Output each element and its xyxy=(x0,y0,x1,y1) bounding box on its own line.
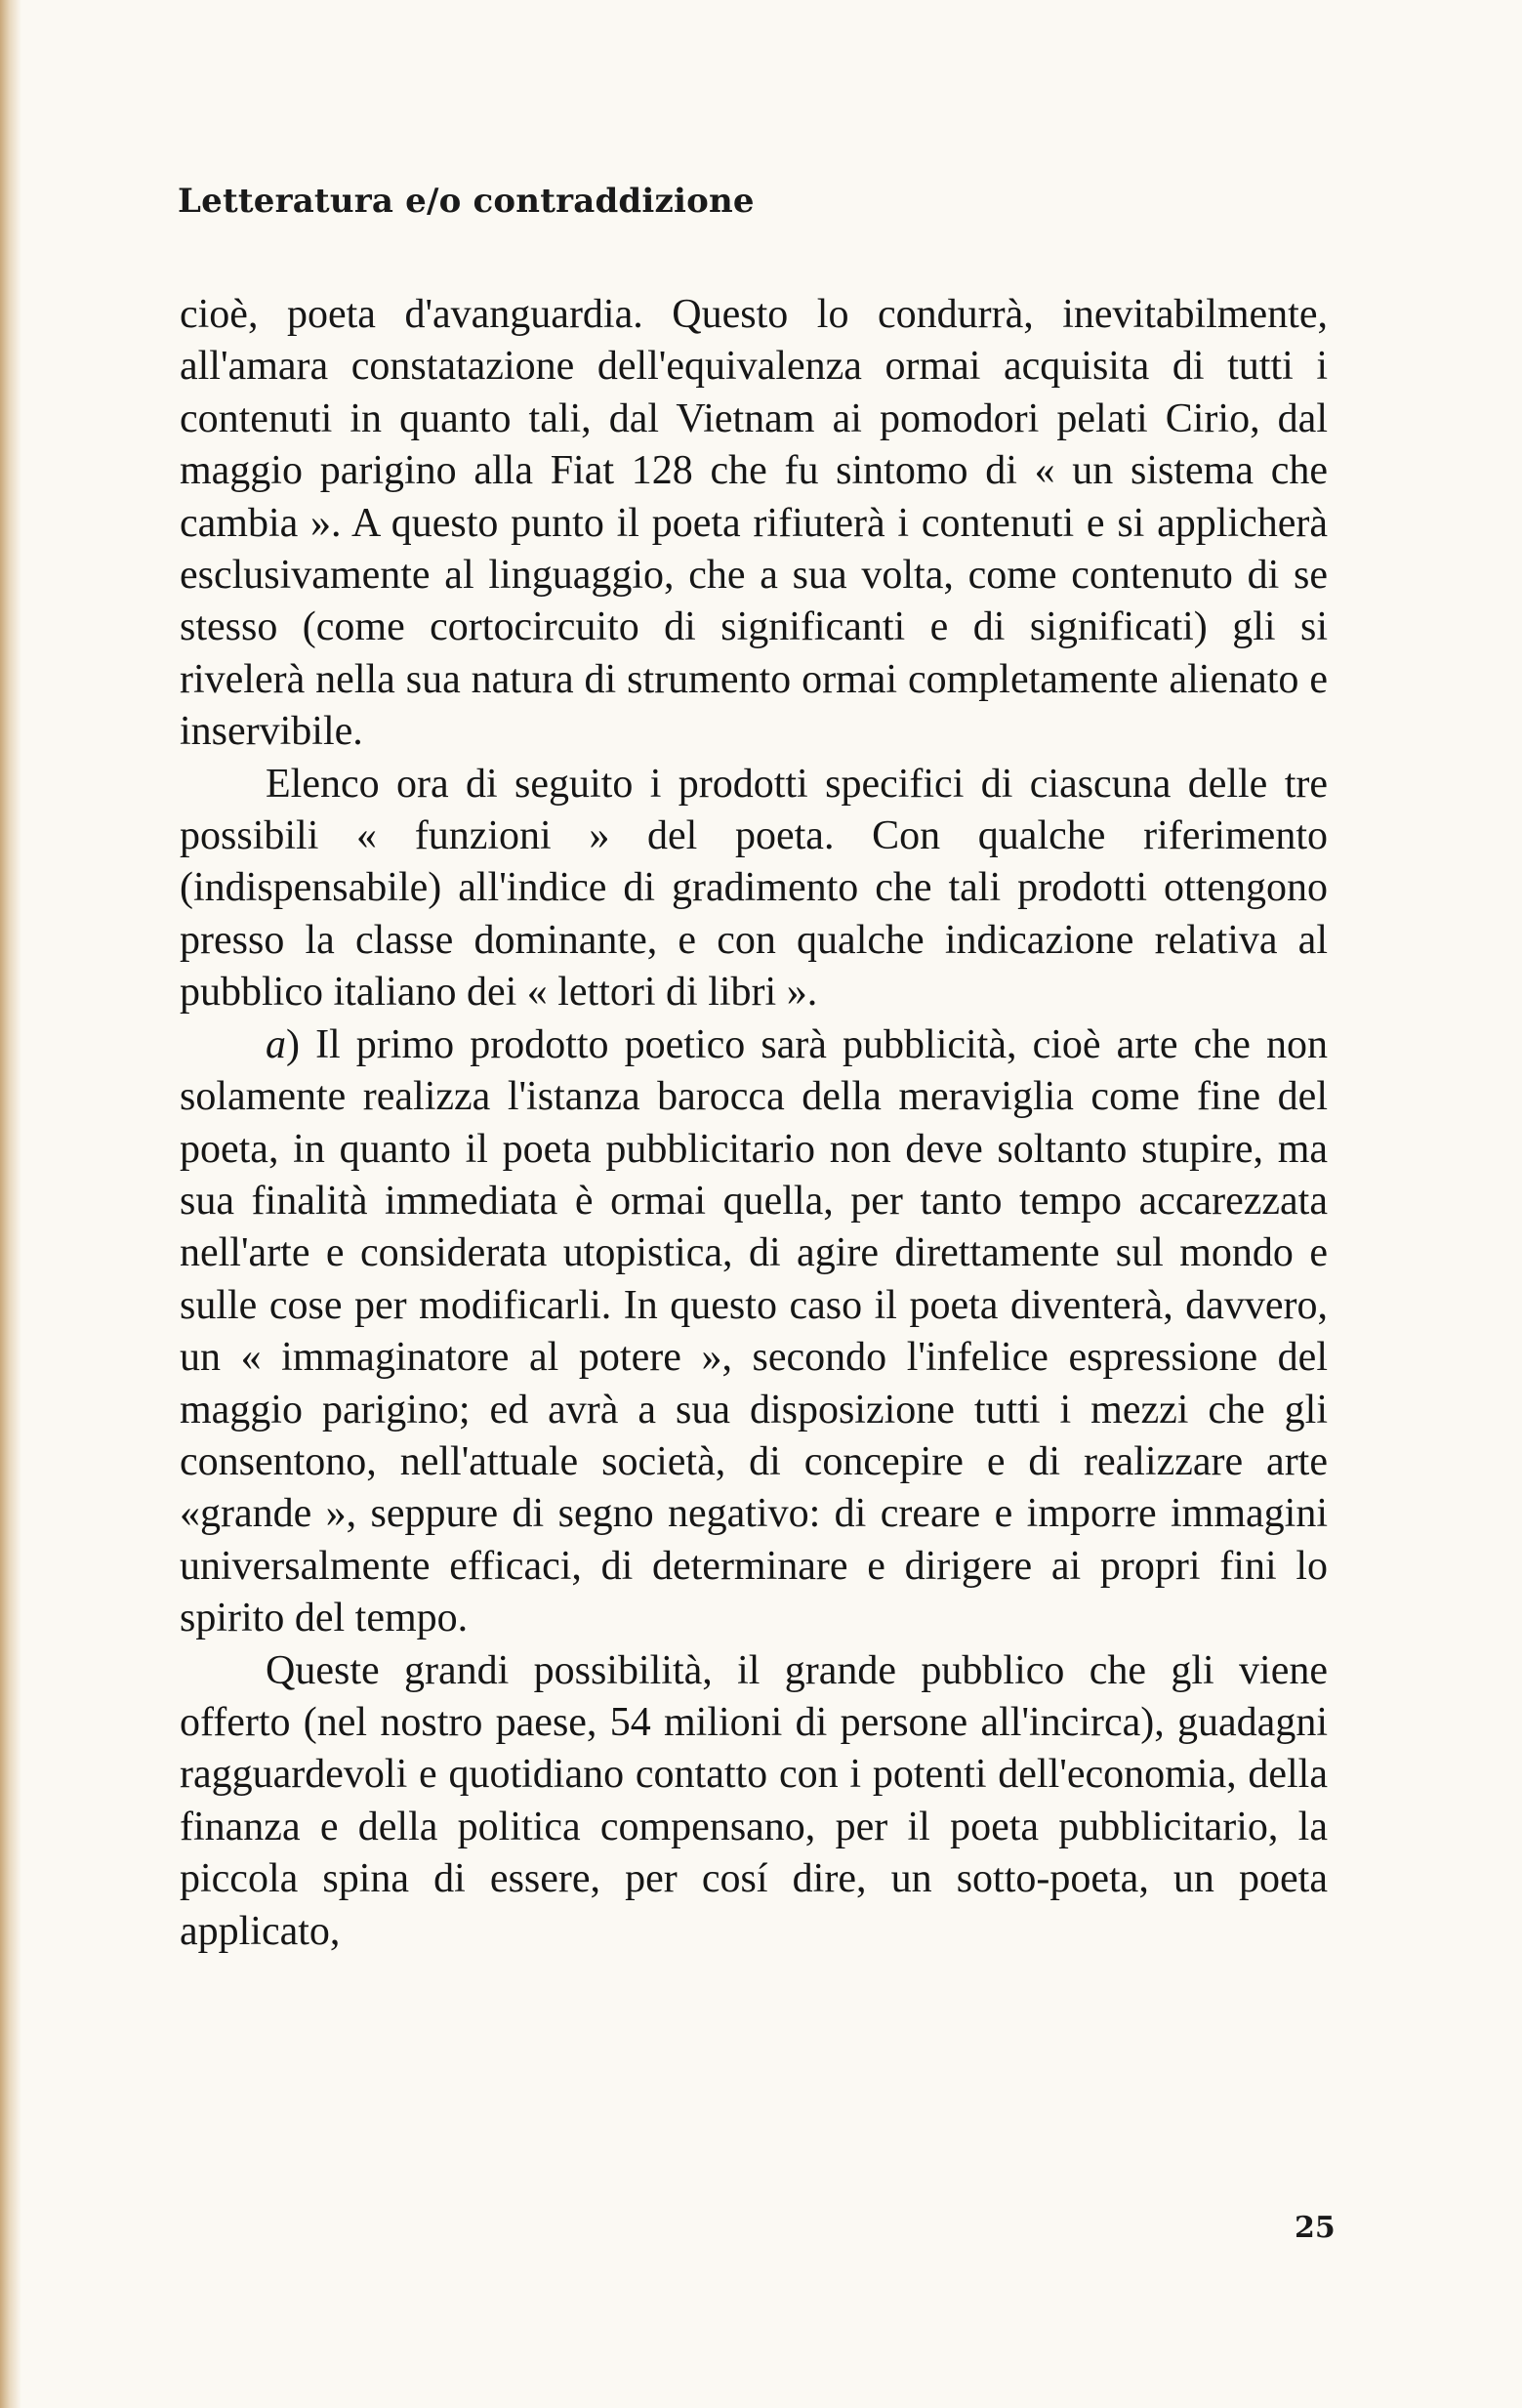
paragraph-3 xyxy=(180,1019,1328,1645)
page-number: 25 xyxy=(1295,2211,1336,2245)
paragraph-2: Elenco ora di seguito i prodotti specifici di ciascuna delle tre possibili « funzioni » del poeta. Con qualche riferimento (indispensabile) all'indice di gradimento che tali prodotti ottengono presso la classe dominante, e con qualche indicazione relativa al pubblico italiano dei « lettori di libri ». xyxy=(180,761,1328,1016)
running-head: Letteratura e/o contraddizione xyxy=(178,182,755,221)
paragraph-1: cioè, poeta d'avanguardia. Questo lo condurrà, inevitabilmente, all'amara constatazione dell'equivalenza ormai acquisita di tutti i contenuti in quanto tali, dal Vietnam ai pomodori pelati Cirio, dal maggio parigino alla Fiat 128 che fu sintomo di « un sistema che cambia ». A questo punto il poeta rifiuterà i contenuti e si applicherà esclusivamente al linguaggio, che a sua volta, come contenuto di se stesso (come cortocircuito di significanti e di significati) gli si rivelerà nella sua natura di strumento ormai completamente alienato e inservibile. xyxy=(180,292,1328,755)
list-item-letter: a xyxy=(266,1021,286,1067)
page-edge-shadow xyxy=(0,0,21,2408)
paragraph-3-text: ) Il primo prodotto poetico sarà pubblicità, cioè arte che non solamente realizza l'istanza barocca della meraviglia come fine del poeta, in quanto il poeta pubblicitario non deve soltanto stupire, ma sua finalità immediata è ormai quella, per tanto tempo accarezzata nell'arte e considerata utopistica, di agire direttamente sul mondo e sulle cose per modificarli. In questo caso il poeta diventerà, davvero, un « immaginatore al potere », secondo l'infelice espressione del maggio parigino; ed avrà a sua disposizione tutti i mezzi che gli consentono, nell'attuale società, di concepire e di realizzare arte «grande », seppure di segno negativo: di creare e imporre immagini universalmente efficaci, di determinare e dirigere ai propri fini lo spirito del tempo. xyxy=(180,1021,1328,1641)
body-text xyxy=(180,289,1328,1958)
paragraph-4: Queste grandi possibilità, il grande pubblico che gli viene offerto (nel nostro paese, 54 milioni di persone all'incirca), guadagni ragguardevoli e quotidiano contatto con i potenti dell'economia, della finanza e della politica compensano, per il poeta pubblicitario, la piccola spina di essere, per cosí dire, un sotto-poeta, un poeta applicato, xyxy=(180,1647,1328,1954)
